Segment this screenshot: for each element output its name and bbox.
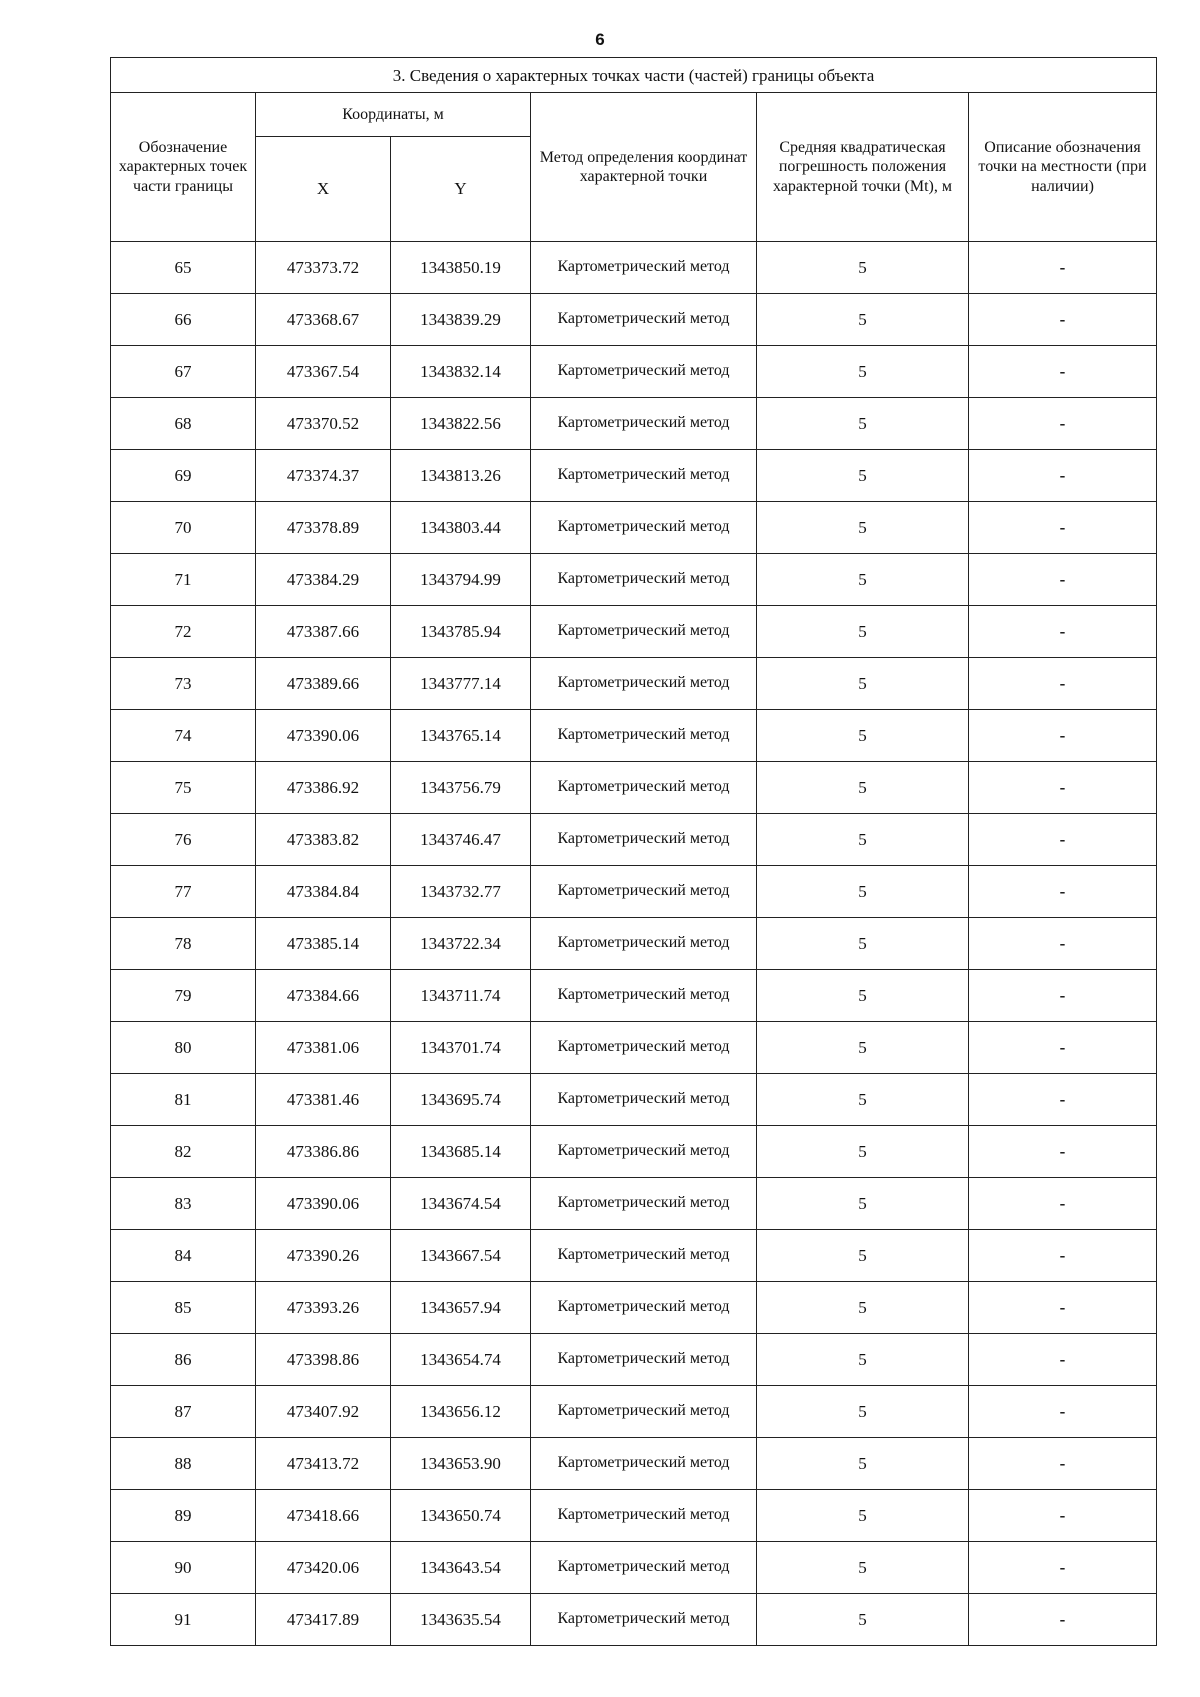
method-cell: Картометрический метод bbox=[531, 1438, 757, 1490]
x-cell: 473420.06 bbox=[256, 1542, 391, 1594]
table-row bbox=[111, 762, 1157, 814]
y-cell: 1343674.54 bbox=[391, 1178, 531, 1230]
table-row bbox=[111, 918, 1157, 970]
description-cell: - bbox=[969, 1490, 1157, 1542]
x-cell: 473413.72 bbox=[256, 1438, 391, 1490]
point-cell: 71 bbox=[111, 554, 256, 606]
accuracy-cell: 5 bbox=[757, 1230, 969, 1282]
table-row bbox=[111, 1022, 1157, 1074]
method-cell: Картометрический метод bbox=[531, 1334, 757, 1386]
y-cell: 1343822.56 bbox=[391, 398, 531, 450]
accuracy-cell: 5 bbox=[757, 606, 969, 658]
y-cell: 1343667.54 bbox=[391, 1230, 531, 1282]
x-cell: 473398.86 bbox=[256, 1334, 391, 1386]
table-row bbox=[111, 1542, 1157, 1594]
accuracy-cell: 5 bbox=[757, 1022, 969, 1074]
description-cell: - bbox=[969, 1386, 1157, 1438]
x-cell: 473386.86 bbox=[256, 1126, 391, 1178]
table-row bbox=[111, 814, 1157, 866]
accuracy-cell: 5 bbox=[757, 398, 969, 450]
accuracy-cell: 5 bbox=[757, 1386, 969, 1438]
table-row bbox=[111, 970, 1157, 1022]
table-row bbox=[111, 1594, 1157, 1646]
x-cell: 473383.82 bbox=[256, 814, 391, 866]
method-cell: Картометрический метод bbox=[531, 1126, 757, 1178]
point-cell: 90 bbox=[111, 1542, 256, 1594]
point-cell: 91 bbox=[111, 1594, 256, 1646]
method-cell: Картометрический метод bbox=[531, 398, 757, 450]
table-row bbox=[111, 1178, 1157, 1230]
x-cell: 473381.06 bbox=[256, 1022, 391, 1074]
y-cell: 1343722.34 bbox=[391, 918, 531, 970]
description-cell: - bbox=[969, 242, 1157, 294]
description-cell: - bbox=[969, 502, 1157, 554]
accuracy-cell: 5 bbox=[757, 1282, 969, 1334]
table-row bbox=[111, 710, 1157, 762]
description-cell: - bbox=[969, 294, 1157, 346]
x-cell: 473390.26 bbox=[256, 1230, 391, 1282]
accuracy-cell: 5 bbox=[757, 814, 969, 866]
description-cell: - bbox=[969, 554, 1157, 606]
point-cell: 72 bbox=[111, 606, 256, 658]
x-cell: 473374.37 bbox=[256, 450, 391, 502]
table-row bbox=[111, 242, 1157, 294]
point-cell: 79 bbox=[111, 970, 256, 1022]
x-cell: 473385.14 bbox=[256, 918, 391, 970]
table-row bbox=[111, 346, 1157, 398]
y-cell: 1343643.54 bbox=[391, 1542, 531, 1594]
x-cell: 473368.67 bbox=[256, 294, 391, 346]
y-cell: 1343765.14 bbox=[391, 710, 531, 762]
accuracy-cell: 5 bbox=[757, 1490, 969, 1542]
x-cell: 473418.66 bbox=[256, 1490, 391, 1542]
table-row bbox=[111, 1334, 1157, 1386]
x-cell: 473384.66 bbox=[256, 970, 391, 1022]
point-cell: 66 bbox=[111, 294, 256, 346]
characteristic-points-table bbox=[110, 57, 1157, 1646]
x-cell: 473407.92 bbox=[256, 1386, 391, 1438]
description-cell: - bbox=[969, 346, 1157, 398]
y-cell: 1343850.19 bbox=[391, 242, 531, 294]
point-cell: 87 bbox=[111, 1386, 256, 1438]
description-cell: - bbox=[969, 398, 1157, 450]
method-cell: Картометрический метод bbox=[531, 606, 757, 658]
description-cell: - bbox=[969, 866, 1157, 918]
method-cell: Картометрический метод bbox=[531, 918, 757, 970]
table-row bbox=[111, 1386, 1157, 1438]
accuracy-cell: 5 bbox=[757, 294, 969, 346]
point-cell: 84 bbox=[111, 1230, 256, 1282]
point-cell: 81 bbox=[111, 1074, 256, 1126]
method-cell: Картометрический метод bbox=[531, 1282, 757, 1334]
header-method: Метод определения координат характерной точки bbox=[531, 93, 757, 242]
accuracy-cell: 5 bbox=[757, 918, 969, 970]
method-cell: Картометрический метод bbox=[531, 242, 757, 294]
accuracy-cell: 5 bbox=[757, 502, 969, 554]
header-coordinates: Координаты, м bbox=[256, 93, 531, 137]
table-row bbox=[111, 1074, 1157, 1126]
x-cell: 473384.84 bbox=[256, 866, 391, 918]
table-row bbox=[111, 554, 1157, 606]
description-cell: - bbox=[969, 450, 1157, 502]
y-cell: 1343711.74 bbox=[391, 970, 531, 1022]
y-cell: 1343695.74 bbox=[391, 1074, 531, 1126]
table-row bbox=[111, 1230, 1157, 1282]
x-cell: 473373.72 bbox=[256, 242, 391, 294]
y-cell: 1343701.74 bbox=[391, 1022, 531, 1074]
description-cell: - bbox=[969, 1594, 1157, 1646]
point-cell: 69 bbox=[111, 450, 256, 502]
point-cell: 75 bbox=[111, 762, 256, 814]
method-cell: Картометрический метод bbox=[531, 866, 757, 918]
description-cell: - bbox=[969, 1178, 1157, 1230]
y-cell: 1343785.94 bbox=[391, 606, 531, 658]
y-cell: 1343777.14 bbox=[391, 658, 531, 710]
point-cell: 67 bbox=[111, 346, 256, 398]
description-cell: - bbox=[969, 1542, 1157, 1594]
header-point-designation: Обозначение характерных точек части границы bbox=[111, 93, 256, 242]
method-cell: Картометрический метод bbox=[531, 762, 757, 814]
section-title: 3. Сведения о характерных точках части (частей) границы объекта bbox=[111, 58, 1157, 93]
description-cell: - bbox=[969, 814, 1157, 866]
method-cell: Картометрический метод bbox=[531, 1074, 757, 1126]
header-description: Описание обозначения точки на местности (при наличии) bbox=[969, 93, 1157, 242]
accuracy-cell: 5 bbox=[757, 242, 969, 294]
page-number: 6 bbox=[595, 30, 605, 49]
accuracy-cell: 5 bbox=[757, 970, 969, 1022]
method-cell: Картометрический метод bbox=[531, 1022, 757, 1074]
description-cell: - bbox=[969, 762, 1157, 814]
point-cell: 77 bbox=[111, 866, 256, 918]
accuracy-cell: 5 bbox=[757, 866, 969, 918]
point-cell: 76 bbox=[111, 814, 256, 866]
table-row bbox=[111, 450, 1157, 502]
x-cell: 473384.29 bbox=[256, 554, 391, 606]
x-cell: 473367.54 bbox=[256, 346, 391, 398]
y-cell: 1343756.79 bbox=[391, 762, 531, 814]
table-row bbox=[111, 1490, 1157, 1542]
y-cell: 1343635.54 bbox=[391, 1594, 531, 1646]
description-cell: - bbox=[969, 1334, 1157, 1386]
description-cell: - bbox=[969, 1438, 1157, 1490]
point-cell: 78 bbox=[111, 918, 256, 970]
point-cell: 85 bbox=[111, 1282, 256, 1334]
method-cell: Картометрический метод bbox=[531, 970, 757, 1022]
header-accuracy: Средняя квадратическая погрешность положения характерной точки (Mt), м bbox=[757, 93, 969, 242]
y-cell: 1343685.14 bbox=[391, 1126, 531, 1178]
accuracy-cell: 5 bbox=[757, 1438, 969, 1490]
description-cell: - bbox=[969, 918, 1157, 970]
accuracy-cell: 5 bbox=[757, 554, 969, 606]
point-cell: 73 bbox=[111, 658, 256, 710]
accuracy-cell: 5 bbox=[757, 1126, 969, 1178]
method-cell: Картометрический метод bbox=[531, 294, 757, 346]
method-cell: Картометрический метод bbox=[531, 1490, 757, 1542]
x-cell: 473381.46 bbox=[256, 1074, 391, 1126]
x-cell: 473386.92 bbox=[256, 762, 391, 814]
point-cell: 89 bbox=[111, 1490, 256, 1542]
description-cell: - bbox=[969, 606, 1157, 658]
method-cell: Картометрический метод bbox=[531, 1178, 757, 1230]
description-cell: - bbox=[969, 1282, 1157, 1334]
point-cell: 74 bbox=[111, 710, 256, 762]
y-cell: 1343832.14 bbox=[391, 346, 531, 398]
accuracy-cell: 5 bbox=[757, 346, 969, 398]
y-cell: 1343803.44 bbox=[391, 502, 531, 554]
y-cell: 1343657.94 bbox=[391, 1282, 531, 1334]
table-row bbox=[111, 866, 1157, 918]
y-cell: 1343813.26 bbox=[391, 450, 531, 502]
method-cell: Картометрический метод bbox=[531, 814, 757, 866]
point-cell: 83 bbox=[111, 1178, 256, 1230]
method-cell: Картометрический метод bbox=[531, 346, 757, 398]
table-row bbox=[111, 1126, 1157, 1178]
method-cell: Картометрический метод bbox=[531, 502, 757, 554]
description-cell: - bbox=[969, 1126, 1157, 1178]
table-body bbox=[111, 242, 1157, 1646]
header-x: X bbox=[256, 137, 391, 242]
x-cell: 473390.06 bbox=[256, 1178, 391, 1230]
x-cell: 473417.89 bbox=[256, 1594, 391, 1646]
accuracy-cell: 5 bbox=[757, 1542, 969, 1594]
method-cell: Картометрический метод bbox=[531, 1542, 757, 1594]
table-row bbox=[111, 398, 1157, 450]
method-cell: Картометрический метод bbox=[531, 1594, 757, 1646]
accuracy-cell: 5 bbox=[757, 1178, 969, 1230]
accuracy-cell: 5 bbox=[757, 658, 969, 710]
method-cell: Картометрический метод bbox=[531, 658, 757, 710]
description-cell: - bbox=[969, 710, 1157, 762]
header-y: Y bbox=[391, 137, 531, 242]
table-row bbox=[111, 606, 1157, 658]
method-cell: Картометрический метод bbox=[531, 450, 757, 502]
table-row bbox=[111, 502, 1157, 554]
accuracy-cell: 5 bbox=[757, 762, 969, 814]
method-cell: Картометрический метод bbox=[531, 1230, 757, 1282]
y-cell: 1343653.90 bbox=[391, 1438, 531, 1490]
point-cell: 88 bbox=[111, 1438, 256, 1490]
y-cell: 1343654.74 bbox=[391, 1334, 531, 1386]
table-row bbox=[111, 294, 1157, 346]
point-cell: 65 bbox=[111, 242, 256, 294]
table-row bbox=[111, 658, 1157, 710]
method-cell: Картометрический метод bbox=[531, 710, 757, 762]
description-cell: - bbox=[969, 658, 1157, 710]
point-cell: 86 bbox=[111, 1334, 256, 1386]
point-cell: 80 bbox=[111, 1022, 256, 1074]
x-cell: 473387.66 bbox=[256, 606, 391, 658]
accuracy-cell: 5 bbox=[757, 710, 969, 762]
table-row bbox=[111, 1282, 1157, 1334]
table-row bbox=[111, 1438, 1157, 1490]
table-header bbox=[111, 58, 1157, 242]
description-cell: - bbox=[969, 1022, 1157, 1074]
point-cell: 68 bbox=[111, 398, 256, 450]
x-cell: 473390.06 bbox=[256, 710, 391, 762]
description-cell: - bbox=[969, 1074, 1157, 1126]
method-cell: Картометрический метод bbox=[531, 1386, 757, 1438]
accuracy-cell: 5 bbox=[757, 1594, 969, 1646]
x-cell: 473393.26 bbox=[256, 1282, 391, 1334]
description-cell: - bbox=[969, 970, 1157, 1022]
y-cell: 1343650.74 bbox=[391, 1490, 531, 1542]
y-cell: 1343746.47 bbox=[391, 814, 531, 866]
point-cell: 70 bbox=[111, 502, 256, 554]
method-cell: Картометрический метод bbox=[531, 554, 757, 606]
accuracy-cell: 5 bbox=[757, 1334, 969, 1386]
x-cell: 473378.89 bbox=[256, 502, 391, 554]
description-cell: - bbox=[969, 1230, 1157, 1282]
y-cell: 1343656.12 bbox=[391, 1386, 531, 1438]
y-cell: 1343839.29 bbox=[391, 294, 531, 346]
accuracy-cell: 5 bbox=[757, 450, 969, 502]
x-cell: 473389.66 bbox=[256, 658, 391, 710]
x-cell: 473370.52 bbox=[256, 398, 391, 450]
accuracy-cell: 5 bbox=[757, 1074, 969, 1126]
y-cell: 1343794.99 bbox=[391, 554, 531, 606]
y-cell: 1343732.77 bbox=[391, 866, 531, 918]
point-cell: 82 bbox=[111, 1126, 256, 1178]
